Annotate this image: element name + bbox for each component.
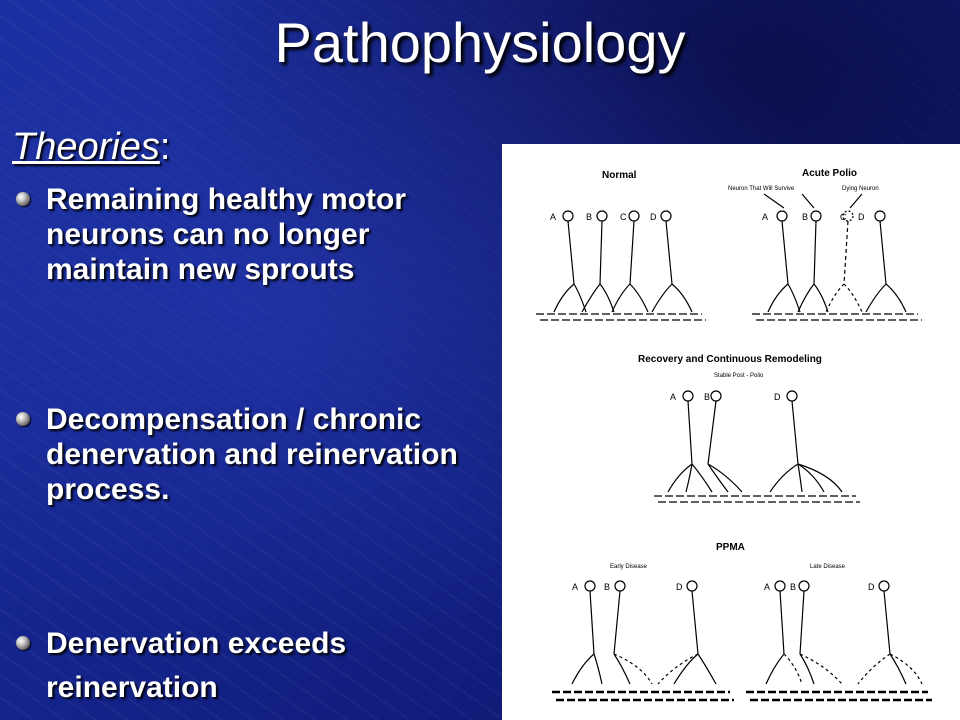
bullet-text: Remaining healthy motor neurons can no longer maintain new sprouts bbox=[46, 183, 407, 286]
neuron-label: A bbox=[572, 582, 579, 592]
neuron-cell-body bbox=[687, 581, 697, 591]
neuron-label: A bbox=[762, 212, 769, 222]
neuron-sprouts bbox=[554, 284, 692, 312]
neuron-label: D bbox=[858, 212, 865, 222]
neuron-label: D bbox=[676, 582, 683, 592]
normal-panel bbox=[536, 211, 706, 320]
neuron-label: A bbox=[670, 392, 677, 402]
normal-panel-title: Normal bbox=[602, 170, 637, 181]
neuron-cell-body bbox=[875, 211, 885, 221]
ppma-late-label: Late Disease bbox=[810, 564, 846, 570]
failing-sprouts bbox=[614, 654, 698, 684]
recovery-panel-title: Recovery and Continuous Remodeling bbox=[638, 354, 822, 365]
bullet-text: Decompensation / chronic denervation and reinervation process. bbox=[46, 403, 458, 506]
recovery-subtitle: Stable Post - Polio bbox=[714, 373, 764, 379]
theories-heading-colon: : bbox=[159, 126, 171, 168]
bullet-text: Denervation exceeds reinervation bbox=[46, 627, 347, 704]
neuron-label: D bbox=[650, 212, 657, 222]
theories-heading bbox=[12, 126, 170, 169]
neuron-axons bbox=[782, 221, 886, 284]
neuron-label: B bbox=[604, 582, 611, 592]
ppma-panel-title: PPMA bbox=[716, 542, 745, 553]
bullet-sphere-icon bbox=[16, 192, 30, 206]
neuron-figure bbox=[502, 144, 960, 720]
dying-axon bbox=[844, 221, 848, 284]
bullet-item bbox=[14, 402, 484, 507]
theories-heading-word: Theories bbox=[12, 126, 160, 168]
neuron-label: D bbox=[774, 392, 781, 402]
muscle-fibers bbox=[654, 496, 860, 502]
neuron-label: B bbox=[704, 392, 711, 402]
bullet-sphere-icon bbox=[16, 636, 30, 650]
neuron-label: B bbox=[586, 212, 593, 222]
neuron-axons bbox=[688, 401, 798, 464]
acute-panel bbox=[752, 194, 922, 320]
neuron-label: A bbox=[764, 582, 771, 592]
neuron-axons bbox=[780, 591, 890, 654]
neuron-cell-body bbox=[811, 211, 821, 221]
acute-dying-note: Dying Neuron bbox=[842, 186, 879, 192]
neuron-label: A bbox=[550, 212, 557, 222]
neuron-label: B bbox=[802, 212, 809, 222]
neuron-diagram bbox=[502, 144, 960, 720]
neuron-cell-body bbox=[615, 581, 625, 591]
neuron-cell-body bbox=[787, 391, 797, 401]
neuron-cell-body bbox=[585, 581, 595, 591]
neuron-sprouts bbox=[768, 284, 906, 312]
bullet-item bbox=[14, 182, 484, 287]
neuron-axons bbox=[590, 591, 698, 654]
ppma-late-panel bbox=[746, 581, 932, 700]
neuron-cell-body bbox=[683, 391, 693, 401]
neuron-sprouts bbox=[766, 654, 906, 684]
bullet-sphere-icon bbox=[16, 412, 30, 426]
bullet-item bbox=[14, 622, 484, 710]
annotation-arrows bbox=[764, 194, 862, 208]
muscle-fibers bbox=[746, 692, 932, 700]
neuron-label: B bbox=[790, 582, 797, 592]
muscle-fibers bbox=[536, 314, 706, 320]
slide-title: Pathophysiology bbox=[274, 11, 686, 74]
neuron-cell-body bbox=[563, 211, 573, 221]
neuron-axons bbox=[568, 221, 672, 284]
muscle-fibers bbox=[552, 692, 734, 700]
neuron-label: C bbox=[620, 212, 627, 222]
acute-survive-note: Neuron That Will Survive bbox=[728, 186, 795, 192]
muscle-fibers bbox=[752, 314, 922, 320]
recovery-panel bbox=[654, 391, 860, 502]
ppma-early-label: Early Disease bbox=[610, 564, 648, 570]
neuron-cell-body bbox=[799, 581, 809, 591]
neuron-cell-body bbox=[711, 391, 721, 401]
neuron-label: D bbox=[868, 582, 875, 592]
neuron-cell-body bbox=[777, 211, 787, 221]
acute-panel-title: Acute Polio bbox=[802, 168, 858, 179]
neuron-cell-body bbox=[879, 581, 889, 591]
neuron-cell-body bbox=[629, 211, 639, 221]
neuron-cell-body bbox=[597, 211, 607, 221]
neuron-sprouts bbox=[572, 654, 716, 684]
neuron-cell-body bbox=[661, 211, 671, 221]
neuron-label: C bbox=[840, 212, 847, 222]
neuron-sprouts bbox=[668, 464, 842, 492]
dying-sprouts bbox=[826, 284, 862, 312]
failing-sprouts bbox=[784, 654, 922, 684]
ppma-early-panel bbox=[552, 581, 734, 700]
neuron-cell-body bbox=[775, 581, 785, 591]
